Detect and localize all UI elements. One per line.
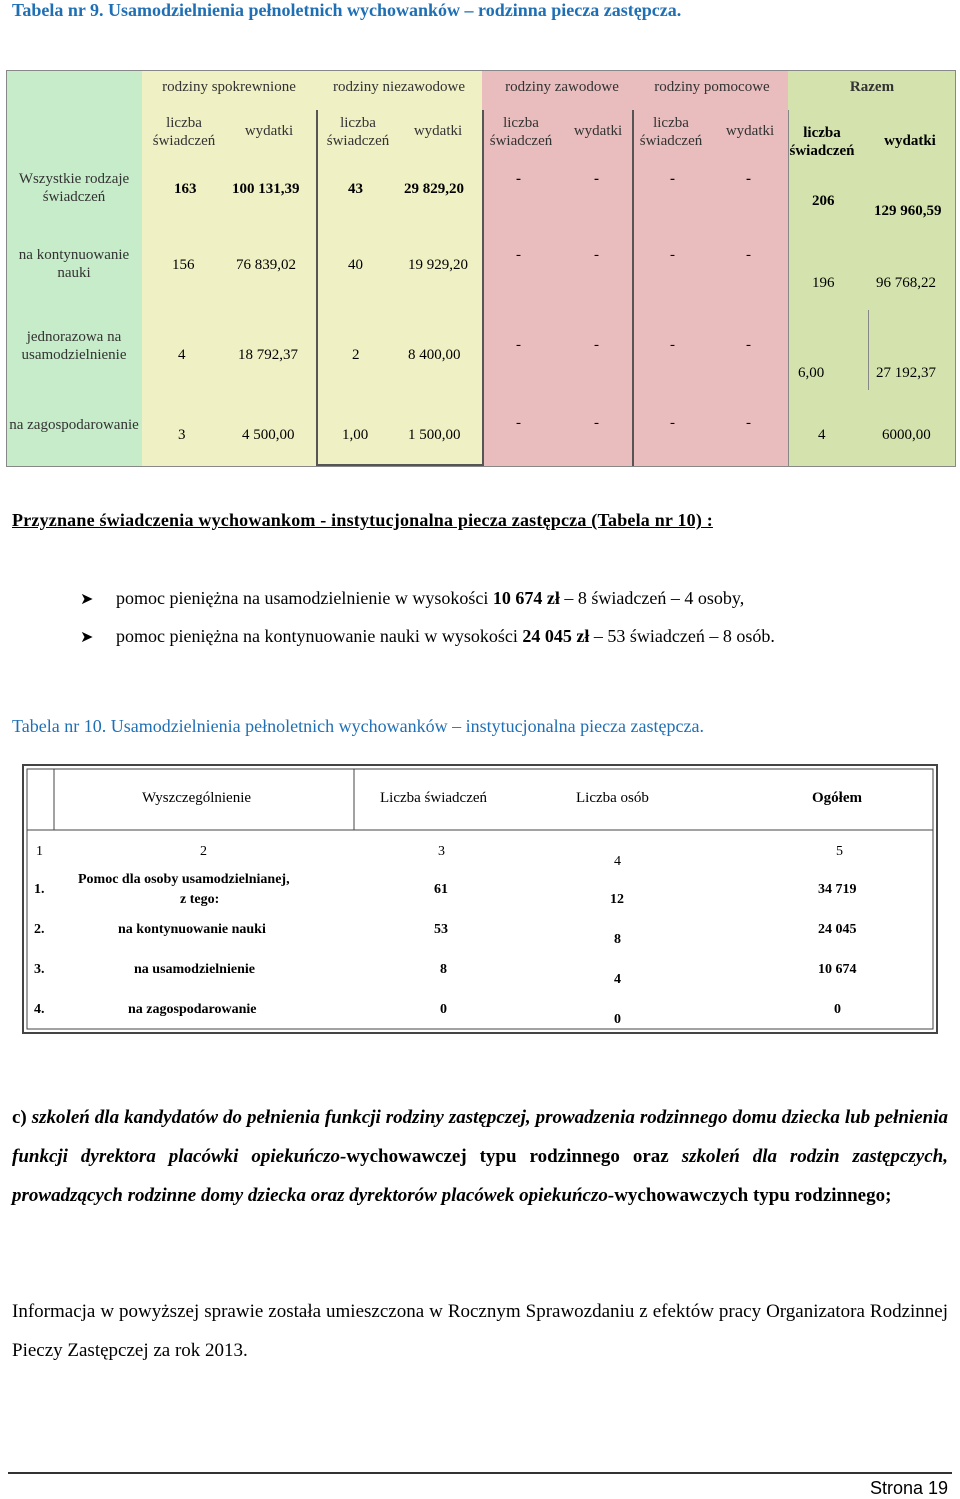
row2-name: na kontynuowanie nauki — [118, 922, 266, 937]
row4-count: 0 — [440, 1002, 447, 1017]
row-label-2: jednorazowa na usamodzielnienie — [21, 329, 127, 363]
row3-no: 3. — [34, 962, 45, 977]
row2-no: 2. — [34, 922, 45, 937]
row2-persons: 8 — [614, 932, 621, 947]
r3-r1: 4 — [818, 427, 826, 443]
row1-persons: 12 — [610, 892, 624, 907]
group-pomocowe: rodziny pomocowe — [654, 79, 770, 95]
num-4: 4 — [614, 854, 621, 869]
r0-r2: 129 960,59 — [874, 203, 942, 219]
arrow-bullet-icon: ➤ — [80, 591, 94, 608]
arrow-bullet-icon: ➤ — [80, 629, 94, 646]
num-1: 1 — [36, 844, 43, 859]
sub-liczba-2: liczba świadczeń — [326, 115, 390, 149]
row4-name: na zagospodarowanie — [128, 1002, 257, 1017]
r1-c4: 19 929,20 — [408, 257, 468, 273]
r2-r2: 27 192,37 — [876, 365, 936, 381]
sub-wydatki-razem: wydatki — [884, 133, 936, 149]
sub-liczba-4: liczba świadczeń — [639, 115, 703, 149]
r3-d4: - — [746, 415, 751, 431]
r2-r1: 6,00 — [798, 365, 825, 381]
bullet-1 — [80, 588, 744, 609]
bullet-2-tail: – 53 świadczeń – 8 osób. — [589, 626, 775, 646]
r2-c1: 4 — [178, 347, 186, 363]
row1-name2: z tego: — [180, 892, 220, 907]
table-9 — [6, 70, 956, 466]
r2-d1: - — [516, 337, 521, 353]
hdr-ogolem: Ogółem — [812, 790, 862, 806]
r0-c4: 29 829,20 — [404, 181, 464, 197]
r1-d2: - — [594, 247, 599, 263]
paragraph-c — [12, 1098, 948, 1215]
row4-no: 4. — [34, 1002, 45, 1017]
r2-d2: - — [594, 337, 599, 353]
group-razem: Razem — [849, 79, 895, 95]
bullet-2-amount: 24 045 zł — [522, 626, 590, 646]
table-10 — [22, 764, 938, 1034]
footer-divider — [8, 1472, 952, 1474]
r0-c3: 43 — [348, 181, 363, 197]
r0-c1: 163 — [174, 181, 197, 197]
row4-total: 0 — [834, 1002, 841, 1017]
r1-r2: 96 768,22 — [876, 275, 936, 291]
r0-d4: - — [746, 171, 751, 187]
group-zawodowe: rodziny zawodowe — [505, 79, 619, 95]
bullet-1-text: pomoc pieniężna na usamodzielnienie w wysokości — [116, 588, 493, 608]
row1-name: Pomoc dla osoby usamodzielnianej, — [78, 872, 290, 887]
sub-liczba-3: liczba świadczeń — [489, 115, 553, 149]
r3-c3: 1,00 — [342, 427, 369, 443]
para-c-italic-1: szkoleń dla kandydatów do pełnienia funkcji rodziny zastępczej, prowadzenia rodzinnego domu dziecka lub pełnienia funkcji dyrektora placówki opiekuńczo- — [12, 1107, 948, 1167]
r3-r2: 6000,00 — [882, 427, 931, 443]
hdr-wyszczegolnienie: Wyszczególnienie — [142, 790, 252, 806]
r0-d1: - — [516, 171, 521, 187]
table9-title: Tabela nr 9. Usamodzielnienia pełnoletnich wychowanków – rodzinna piecza zastępcza. — [12, 0, 682, 20]
r2-c2: 18 792,37 — [238, 347, 298, 363]
r3-d3: - — [670, 415, 675, 431]
para-c-prefix: c) — [12, 1107, 32, 1128]
row2-total: 24 045 — [818, 922, 857, 937]
r2-c3: 2 — [352, 347, 360, 363]
bullet-1-amount: 10 674 zł — [492, 588, 560, 608]
row3-total: 10 674 — [818, 962, 857, 977]
r3-c1: 3 — [178, 427, 186, 443]
bullet-2 — [80, 626, 775, 647]
para-c-normal-2: wychowawczych typu rodzinnego; — [614, 1185, 892, 1206]
r3-c4: 1 500,00 — [408, 427, 461, 443]
group-niezawodowe: rodziny niezawodowe — [332, 79, 466, 95]
para-c-italic-2: szkoleń dla rodzin zastępczych, prowadzących rodzinne domy dziecka oraz dyrektorów placówek opiekuńczo- — [12, 1146, 948, 1206]
hdr-liczba-osob: Liczba osób — [576, 790, 649, 806]
r1-r1: 196 — [812, 275, 835, 291]
r3-c2: 4 500,00 — [242, 427, 295, 443]
sub-wydatki-2: wydatki — [413, 123, 463, 139]
r1-d1: - — [516, 247, 521, 263]
r3-d1: - — [516, 415, 521, 431]
row1-no: 1. — [34, 882, 45, 897]
sub-liczba-1: liczba świadczeń — [152, 115, 216, 149]
num-5: 5 — [836, 844, 843, 859]
para-c-normal-1: wychowawczej typu rodzinnego oraz — [346, 1146, 682, 1167]
r1-c3: 40 — [348, 257, 363, 273]
sub-wydatki-4: wydatki — [725, 123, 775, 139]
row4-persons: 0 — [614, 1012, 621, 1027]
num-3: 3 — [438, 844, 445, 859]
r2-c4: 8 400,00 — [408, 347, 461, 363]
bullet-1-tail: – 8 świadczeń – 4 osoby, — [559, 588, 745, 608]
row3-count: 8 — [440, 962, 447, 977]
num-2: 2 — [200, 844, 207, 859]
row1-count: 61 — [434, 882, 448, 897]
r0-c2: 100 131,39 — [232, 181, 300, 197]
r2-d4: - — [746, 337, 751, 353]
sub-wydatki-3: wydatki — [573, 123, 623, 139]
paragraph-info: Informacja w powyższej sprawie została umieszczona w Rocznym Sprawozdaniu z efektów pracy Organizatora Rodzinnej Pieczy Zastępczej za rok 2013. — [12, 1301, 948, 1361]
row-label-3: na zagospodarowanie — [9, 417, 139, 433]
r1-c1: 156 — [172, 257, 195, 273]
page-number: Strona 19 — [869, 1478, 948, 1498]
r1-d3: - — [670, 247, 675, 263]
group-spokrewnione: rodziny spokrewnione — [162, 79, 296, 95]
hdr-liczba-swiadczen: Liczba świadczeń — [380, 790, 488, 806]
row3-name: na usamodzielnienie — [134, 962, 255, 977]
row2-count: 53 — [434, 922, 448, 937]
sub-wydatki-1: wydatki — [244, 123, 294, 139]
section-heading: Przyznane świadczenia wychowankom - instytucjonalna piecza zastępcza (Tabela nr 10) : — [12, 510, 713, 530]
table10-title: Tabela nr 10. Usamodzielnienia pełnoletnich wychowanków – instytucjonalna piecza zastępcza. — [12, 716, 704, 736]
r0-d2: - — [594, 171, 599, 187]
r0-d3: - — [670, 171, 675, 187]
row-label-1: na kontynuowanie nauki — [18, 247, 130, 281]
r0-r1: 206 — [812, 193, 835, 209]
r1-d4: - — [746, 247, 751, 263]
r2-d3: - — [670, 337, 675, 353]
r1-c2: 76 839,02 — [236, 257, 296, 273]
sub-liczba-razem: liczba świadczeń — [789, 125, 855, 159]
bullet-2-text: pomoc pieniężna na kontynuowanie nauki w wysokości — [116, 626, 523, 646]
row-label-0: Wszystkie rodzaje świadczeń — [18, 171, 130, 205]
r3-d2: - — [594, 415, 599, 431]
row1-total: 34 719 — [818, 882, 857, 897]
row3-persons: 4 — [614, 972, 621, 987]
